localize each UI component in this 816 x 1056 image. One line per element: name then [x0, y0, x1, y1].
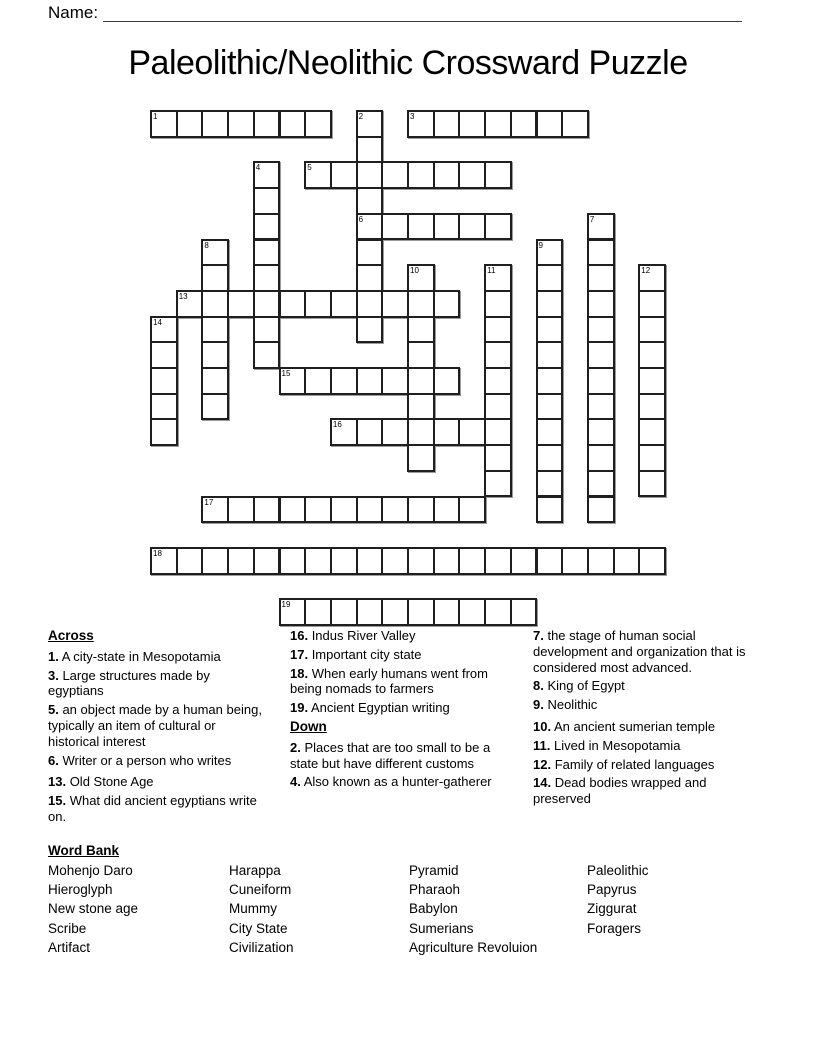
grid-cell-r8-c10[interactable] [407, 316, 435, 344]
cell-number: 3 [410, 112, 415, 121]
cell-number: 7 [589, 214, 595, 224]
grid-cell-r5-c8[interactable] [356, 239, 384, 267]
word-bank-item: Ziggurat [587, 901, 637, 917]
grid-cell-r2-c11[interactable] [433, 161, 461, 189]
cell-number: 1 [153, 112, 158, 121]
word-bank-column-2 [229, 861, 408, 957]
cell-number: 9 [538, 240, 543, 250]
clue-17: 17. Important city state [290, 646, 422, 662]
grid-cell-r12-c13[interactable] [484, 418, 512, 446]
word-bank-column-3 [409, 861, 586, 957]
grid-cell-r7-c6[interactable] [304, 290, 332, 318]
grid-cell-r1-c8[interactable] [356, 136, 384, 164]
clue-18: 18. When early humans went from being nomads to farmers [290, 665, 488, 697]
cell-number: 8 [204, 240, 209, 250]
word-bank-item: Agriculture Revoluion [409, 939, 538, 955]
grid-cell-r12-c8[interactable] [356, 418, 384, 446]
grid-cell-r12-c11[interactable] [433, 418, 461, 446]
clue-4: 4. Also known as a hunter-gatherer [290, 774, 492, 790]
grid-cell-r19-c12[interactable] [458, 598, 486, 626]
grid-cell-r5-c2[interactable] [201, 239, 229, 267]
cell-number: 4 [255, 163, 261, 173]
grid-cell-r17-c19[interactable] [638, 547, 666, 575]
clue-number: 19. [290, 700, 309, 716]
cell-number: 17 [204, 497, 214, 507]
cell-number: 15 [281, 369, 291, 378]
grid-cell-r15-c10[interactable] [407, 496, 435, 524]
grid-cell-r17-c17[interactable] [587, 547, 615, 575]
cell-number: 18 [153, 548, 162, 558]
grid-cell-r10-c6[interactable] [304, 367, 332, 395]
grid-cell-r17-c10[interactable] [407, 547, 435, 575]
grid-cell-r17-c4[interactable] [253, 547, 281, 575]
grid-cell-r12-c19[interactable] [638, 418, 666, 446]
grid-cell-r17-c16[interactable] [561, 547, 589, 575]
grid-cell-r15-c4[interactable] [253, 496, 281, 524]
grid-cell-r15-c2[interactable] [201, 496, 229, 524]
grid-cell-r14-c19[interactable] [638, 470, 666, 498]
grid-cell-r19-c5[interactable] [279, 598, 307, 626]
grid-cell-r10-c17[interactable] [587, 367, 615, 395]
grid-cell-r0-c16[interactable] [561, 110, 589, 138]
grid-cell-r15-c3[interactable] [227, 496, 255, 524]
grid-cell-r4-c12[interactable] [458, 213, 486, 241]
word-bank-item: Pyramid [409, 863, 459, 878]
word-bank-item: Foragers [587, 920, 642, 936]
grid-cell-r0-c5[interactable] [279, 110, 307, 138]
grid-cell-r15-c9[interactable] [381, 496, 409, 524]
grid-cell-r17-c14[interactable] [510, 547, 538, 575]
clue-16: 16. Indus River Valley [290, 628, 416, 643]
grid-cell-r2-c4[interactable] [253, 161, 281, 189]
clue-number: 5. [48, 702, 59, 718]
grid-cell-r7-c15[interactable] [536, 290, 564, 318]
grid-cell-r12-c12[interactable] [458, 418, 486, 446]
clue-number: 11. [533, 737, 551, 753]
grid-cell-r19-c9[interactable] [381, 598, 409, 626]
cell-number: 19 [281, 600, 291, 610]
clues-across-header: Across [48, 628, 94, 643]
grid-cell-r0-c2[interactable] [201, 110, 229, 138]
clue-number: 3. [48, 667, 59, 683]
word-bank-item: Sumerians [409, 920, 474, 936]
clue-7: 7. the stage of human social development and organization that is considered most advanced. [533, 628, 746, 675]
clue-1: 1. A city-state in Mesopotamia [48, 648, 221, 664]
grid-cell-r12-c7[interactable] [330, 418, 358, 446]
grid-cell-r15-c15[interactable] [536, 496, 564, 524]
grid-cell-r13-c17[interactable] [587, 444, 615, 472]
grid-cell-r0-c13[interactable] [484, 110, 512, 138]
word-bank-item: Mohenjo Daro [48, 863, 133, 878]
grid-cell-r10-c19[interactable] [638, 367, 666, 395]
cell-number: 6 [358, 214, 364, 224]
clue-15: 15. What did ancient egyptians write on. [48, 793, 257, 824]
grid-cell-r10-c15[interactable] [536, 367, 564, 395]
grid-cell-r12-c0[interactable] [150, 418, 178, 446]
grid-cell-r6-c8[interactable] [356, 264, 384, 292]
grid-cell-r9-c0[interactable] [150, 341, 178, 369]
clues-down-header: Down [290, 718, 327, 734]
grid-cell-r15-c12[interactable] [458, 496, 486, 524]
page-title: Paleolithic/Neolithic Crossward Puzzle [128, 44, 688, 82]
grid-cell-r15-c11[interactable] [433, 496, 461, 524]
grid-cell-r6-c4[interactable] [253, 264, 281, 292]
clue-number: 17. [290, 646, 309, 662]
clue-number: 16. [290, 628, 309, 643]
grid-cell-r2-c6[interactable] [304, 161, 332, 189]
grid-cell-r11-c17[interactable] [587, 393, 615, 421]
clue-13: 13. Old Stone Age [48, 774, 154, 790]
word-bank-item: Harappa [229, 863, 281, 878]
grid-cell-r10-c9[interactable] [381, 367, 409, 395]
grid-cell-r14-c17[interactable] [587, 470, 615, 498]
grid-cell-r2-c10[interactable] [407, 161, 435, 189]
grid-cell-r17-c3[interactable] [227, 547, 255, 575]
grid-cell-r0-c6[interactable] [304, 110, 332, 138]
clue-number: 14. [533, 775, 552, 791]
grid-cell-r7-c9[interactable] [381, 290, 409, 318]
grid-cell-r6-c2[interactable] [201, 264, 229, 292]
clue-column-3 [533, 628, 753, 810]
grid-cell-r4-c4[interactable] [253, 213, 281, 241]
grid-cell-r14-c13[interactable] [484, 470, 512, 498]
grid-cell-r6-c10[interactable] [407, 264, 435, 292]
cell-number: 10 [410, 266, 419, 276]
clue-11: 11. Lived in Mesopotamia [533, 737, 681, 753]
grid-cell-r2-c9[interactable] [381, 161, 409, 189]
grid-cell-r13-c10[interactable] [407, 444, 435, 472]
grid-cell-r10-c10[interactable] [407, 367, 435, 395]
grid-cell-r7-c19[interactable] [638, 290, 666, 318]
grid-cell-r0-c3[interactable] [227, 110, 255, 138]
clue-number: 12. [533, 756, 552, 772]
grid-cell-r17-c8[interactable] [356, 547, 384, 575]
word-bank-header: Word Bank [48, 843, 120, 858]
grid-cell-r8-c8[interactable] [356, 316, 384, 344]
grid-cell-r0-c8[interactable] [356, 110, 384, 138]
grid-cell-r9-c19[interactable] [638, 341, 666, 369]
grid-cell-r17-c7[interactable] [330, 547, 358, 575]
grid-cell-r5-c4[interactable] [253, 239, 281, 267]
grid-cell-r19-c6[interactable] [304, 598, 332, 626]
grid-cell-r17-c11[interactable] [433, 547, 461, 575]
clue-12: 12. Family of related languages [533, 756, 715, 772]
grid-cell-r0-c1[interactable] [176, 110, 204, 138]
clue-14: 14. Dead bodies wrapped and preserved [533, 775, 707, 807]
clue-column-2 [290, 628, 496, 793]
grid-cell-r9-c10[interactable] [407, 341, 435, 369]
grid-cell-r7-c4[interactable] [253, 290, 281, 318]
grid-cell-r9-c15[interactable] [536, 341, 564, 369]
clue-8: 8. King of Egypt [533, 678, 625, 694]
grid-cell-r19-c11[interactable] [433, 598, 461, 626]
grid-cell-r0-c4[interactable] [253, 110, 281, 138]
word-bank-item: Cuneiform [229, 882, 292, 898]
grid-cell-r0-c12[interactable] [458, 110, 486, 138]
word-bank-item: Civilization [229, 939, 294, 955]
cell-number: 13 [178, 291, 188, 301]
grid-cell-r14-c15[interactable] [536, 470, 564, 498]
word-bank-item: New stone age [48, 901, 139, 917]
grid-cell-r7-c10[interactable] [407, 290, 435, 318]
grid-cell-r2-c7[interactable] [330, 161, 358, 189]
grid-cell-r11-c2[interactable] [201, 393, 229, 421]
grid-cell-r19-c7[interactable] [330, 598, 358, 626]
grid-cell-r17-c2[interactable] [201, 547, 229, 575]
grid-cell-r8-c0[interactable] [150, 316, 178, 344]
grid-cell-r13-c15[interactable] [536, 444, 564, 472]
clue-19: 19. Ancient Egyptian writing [290, 700, 450, 716]
grid-cell-r8-c13[interactable] [484, 316, 512, 344]
name-fill-in-line[interactable] [103, 2, 742, 22]
grid-cell-r11-c0[interactable] [150, 393, 178, 421]
grid-cell-r7-c17[interactable] [587, 290, 615, 318]
grid-cell-r17-c9[interactable] [381, 547, 409, 575]
grid-cell-r17-c15[interactable] [536, 547, 564, 575]
grid-cell-r10-c13[interactable] [484, 367, 512, 395]
clue-2: 2. Places that are too small to be a state but have different customs [290, 739, 491, 771]
grid-cell-r15-c8[interactable] [356, 496, 384, 524]
cell-number: 11 [487, 266, 496, 276]
grid-cell-r7-c8[interactable] [356, 290, 384, 318]
grid-cell-r8-c17[interactable] [587, 316, 615, 344]
clue-number: 9. [533, 697, 544, 713]
grid-cell-r8-c15[interactable] [536, 316, 564, 344]
clue-3: 3. Large structures made by egyptians [48, 667, 210, 699]
cell-number: 12 [641, 266, 651, 276]
clue-number: 13. [48, 774, 67, 790]
grid-cell-r15-c7[interactable] [330, 496, 358, 524]
grid-cell-r11-c13[interactable] [484, 393, 512, 421]
grid-cell-r7-c13[interactable] [484, 290, 512, 318]
grid-cell-r11-c10[interactable] [407, 393, 435, 421]
word-bank-item: City State [229, 920, 288, 936]
grid-cell-r9-c4[interactable] [253, 341, 281, 369]
grid-cell-r2-c12[interactable] [458, 161, 486, 189]
word-bank-item: Mummy [229, 901, 277, 917]
clue-10: 10. An ancient sumerian temple [533, 718, 716, 734]
crossword-grid [150, 110, 668, 628]
clue-9: 9. Neolithic [533, 697, 598, 713]
clue-number: 4. [290, 774, 301, 790]
grid-cell-r2-c13[interactable] [484, 161, 512, 189]
grid-cell-r6-c19[interactable] [638, 264, 666, 292]
grid-cell-r9-c2[interactable] [201, 341, 229, 369]
clue-number: 2. [290, 739, 301, 755]
word-bank-column-4 [587, 861, 757, 938]
word-bank-column-1 [48, 861, 228, 957]
grid-cell-r10-c7[interactable] [330, 367, 358, 395]
grid-cell-r7-c1[interactable] [176, 290, 204, 318]
grid-cell-r12-c10[interactable] [407, 418, 435, 446]
grid-cell-r12-c9[interactable] [381, 418, 409, 446]
word-bank-item: Babylon [409, 901, 458, 917]
grid-cell-r10-c5[interactable] [279, 367, 307, 395]
grid-cell-r7-c5[interactable] [279, 290, 307, 318]
grid-cell-r11-c19[interactable] [638, 393, 666, 421]
word-bank-item: Artifact [48, 939, 91, 955]
grid-cell-r4-c10[interactable] [407, 213, 435, 241]
grid-cell-r7-c11[interactable] [433, 290, 461, 318]
grid-cell-r3-c8[interactable] [356, 187, 384, 215]
clue-number: 18. [290, 665, 309, 681]
grid-cell-r6-c13[interactable] [484, 264, 512, 292]
cell-number: 16 [332, 420, 342, 430]
grid-cell-r13-c19[interactable] [638, 444, 666, 472]
word-bank-item: Scribe [48, 920, 87, 936]
clue-6: 6. Writer or a person who writes [48, 752, 232, 768]
grid-cell-r11-c15[interactable] [536, 393, 564, 421]
grid-cell-r10-c11[interactable] [433, 367, 461, 395]
grid-cell-r10-c0[interactable] [150, 367, 178, 395]
clue-number: 8. [533, 678, 544, 694]
grid-cell-r10-c8[interactable] [356, 367, 384, 395]
word-bank-item: Paleolithic [587, 863, 649, 878]
grid-cell-r9-c13[interactable] [484, 341, 512, 369]
grid-cell-r4-c8[interactable] [356, 213, 384, 241]
grid-cell-r0-c15[interactable] [536, 110, 564, 138]
grid-cell-r17-c12[interactable] [458, 547, 486, 575]
grid-cell-r4-c9[interactable] [381, 213, 409, 241]
grid-cell-r15-c5[interactable] [279, 496, 307, 524]
grid-cell-r19-c8[interactable] [356, 598, 384, 626]
grid-cell-r17-c6[interactable] [304, 547, 332, 575]
grid-cell-r15-c6[interactable] [304, 496, 332, 524]
grid-cell-r17-c0[interactable] [150, 547, 178, 575]
grid-cell-r10-c2[interactable] [201, 367, 229, 395]
grid-cell-r17-c13[interactable] [484, 547, 512, 575]
grid-cell-r15-c17[interactable] [587, 496, 615, 524]
word-bank-item: Pharaoh [409, 882, 461, 898]
grid-cell-r12-c17[interactable] [587, 418, 615, 446]
word-bank-item: Papyrus [587, 882, 637, 898]
cell-number: 14 [153, 317, 162, 327]
grid-cell-r0-c14[interactable] [510, 110, 538, 138]
clue-number: 6. [48, 752, 59, 768]
clue-5: 5. an object made by a human being, typically an item of cultural or historical interest [48, 702, 262, 749]
clue-number: 10. [533, 718, 552, 734]
clue-column-1 [48, 628, 264, 828]
name-label: Name: [48, 3, 99, 22]
grid-cell-r17-c1[interactable] [176, 547, 204, 575]
grid-cell-r8-c19[interactable] [638, 316, 666, 344]
cell-number: 5 [307, 163, 312, 173]
grid-cell-r19-c10[interactable] [407, 598, 435, 626]
grid-cell-r7-c3[interactable] [227, 290, 255, 318]
grid-cell-r3-c4[interactable] [253, 187, 281, 215]
clue-number: 7. [533, 628, 544, 643]
grid-cell-r4-c13[interactable] [484, 213, 512, 241]
grid-cell-r4-c11[interactable] [433, 213, 461, 241]
grid-cell-r5-c15[interactable] [536, 239, 564, 267]
word-bank-item: Hieroglyph [48, 882, 113, 898]
grid-cell-r6-c17[interactable] [587, 264, 615, 292]
grid-cell-r9-c17[interactable] [587, 341, 615, 369]
grid-cell-r5-c17[interactable] [587, 239, 615, 267]
cell-number: 2 [358, 112, 364, 121]
grid-cell-r17-c5[interactable] [279, 547, 307, 575]
grid-cell-r0-c10[interactable] [407, 110, 435, 138]
clue-number: 15. [48, 793, 67, 809]
grid-cell-r17-c18[interactable] [613, 547, 641, 575]
grid-cell-r4-c17[interactable] [587, 213, 615, 241]
grid-cell-r12-c15[interactable] [536, 418, 564, 446]
grid-cell-r2-c8[interactable] [356, 161, 384, 189]
grid-cell-r19-c13[interactable] [484, 598, 512, 626]
grid-cell-r8-c2[interactable] [201, 316, 229, 344]
grid-cell-r7-c7[interactable] [330, 290, 358, 318]
grid-cell-r19-c14[interactable] [510, 598, 538, 626]
grid-cell-r0-c11[interactable] [433, 110, 461, 138]
clue-number: 1. [48, 648, 59, 664]
grid-cell-r13-c13[interactable] [484, 444, 512, 472]
grid-cell-r6-c15[interactable] [536, 264, 564, 292]
grid-cell-r0-c0[interactable] [150, 110, 178, 138]
grid-cell-r7-c2[interactable] [201, 290, 229, 318]
grid-cell-r8-c4[interactable] [253, 316, 281, 344]
